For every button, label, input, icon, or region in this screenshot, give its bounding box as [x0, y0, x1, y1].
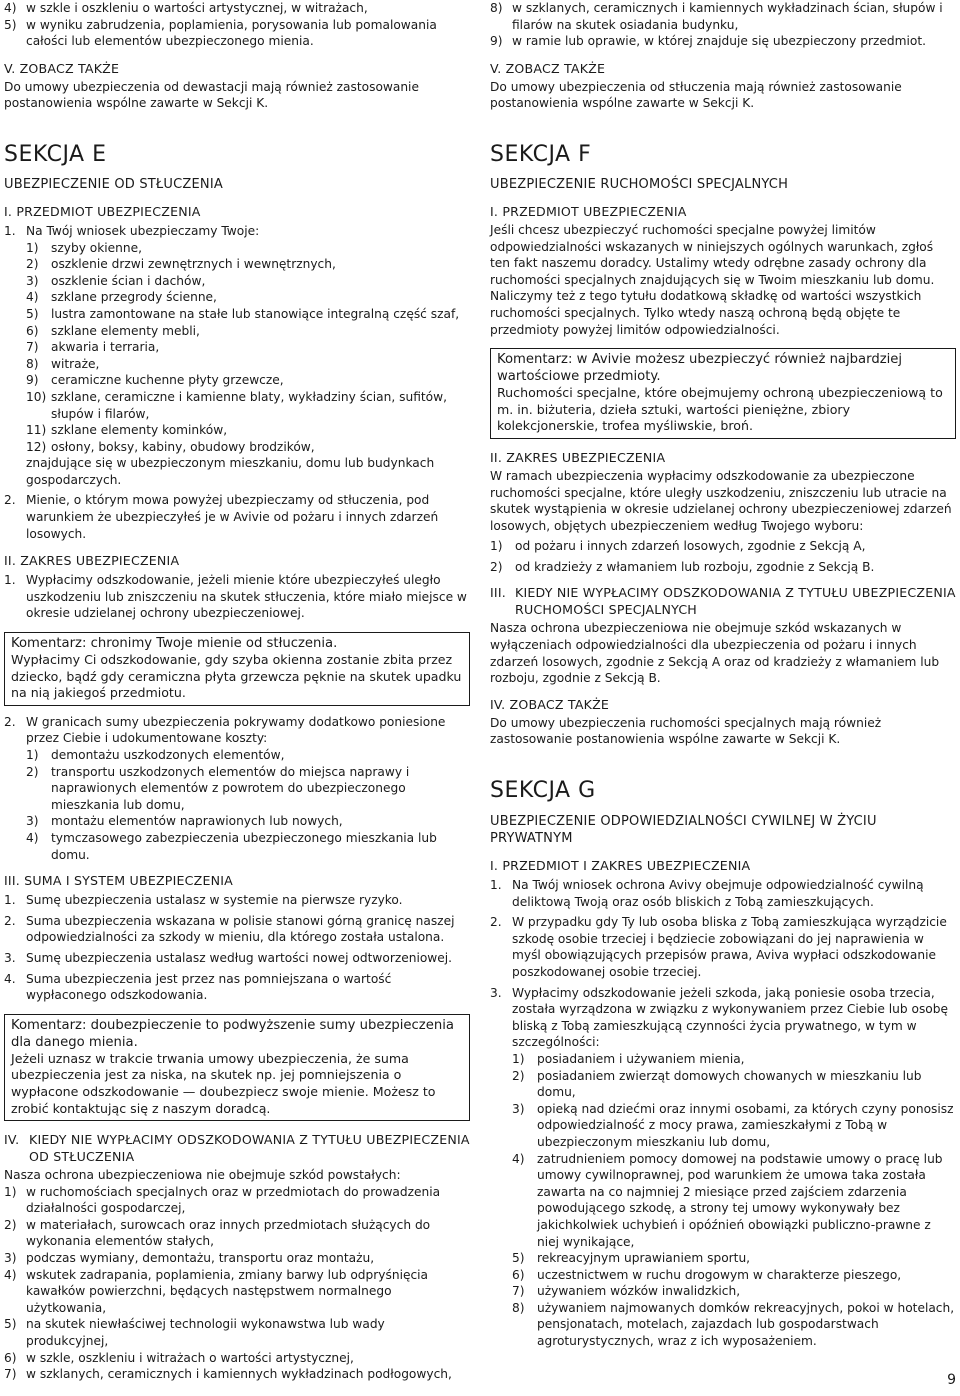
list-item: 3) podczas wymiany, demontażu, transportu oraz montażu, — [4, 1251, 375, 1266]
list-item: 1) posiadaniem i używaniem mienia, — [512, 1051, 745, 1066]
list-item: 5) w wyniku zabrudzenia, poplamienia, porysowania lub pomalowania całości lub elementów ubezpieczonego mienia. — [4, 17, 437, 49]
list-item: 6) szklane elementy mebli, — [26, 323, 200, 338]
numbered-paragraph: 1. Na Twój wniosek ochrona Avivy obejmuje odpowiedzialność cywilną deliktową Twoją oraz osób bliskich z Tobą zamieszkujących. — [490, 878, 924, 909]
section-heading: V. ZOBACZ TAKŻE — [4, 60, 120, 76]
comment-title: Komentarz: w Avivie możesz ubezpieczyć również najbardziej wartościowe przedmioty. — [497, 352, 903, 385]
list-item: 10) szklane, ceramiczne i kamienne blaty, wykładziny ścian, sufitów, słupów i filarów, — [26, 389, 447, 421]
costs-list — [4, 747, 470, 863]
list-item: 3) oszklenie ścian i dachów, — [26, 273, 206, 288]
section-e-title: SEKCJA E — [4, 141, 107, 167]
section-e-subtitle: UBEZPIECZENIE OD STŁUCZENIA — [4, 176, 223, 192]
numbered-paragraph: 1. Na Twój wniosek ubezpieczamy Twoje: — [4, 223, 260, 238]
list-item: 11) szklane elementy kominków, — [26, 423, 228, 438]
comment-body: Jeżeli uznasz w trakcie trwania umowy ubezpieczenia, że suma ubezpieczenia jest za niska, na skutek np. jej pomniejszenia o wypłacone odszkodowanie — doubezpiecz swoje mienie. Możesz to zrobić kontaktując się z naszym doradcą. — [11, 1050, 436, 1116]
numbered-paragraph: 2. Mienie, o którym mowa powyżej ubezpieczamy od stłuczenia, pod warunkiem że ubezpieczyłeś je w Avivie od pożaru i innych zdarzeń losowych. — [4, 493, 439, 541]
prev-exclusions-list — [4, 0, 470, 50]
paragraph: Jeśli chcesz ubezpieczyć ruchomości specjalne powyżej limitów odpowiedzialności wskazanych w niniejszych ogólnych warunkach, zgłoś ten fakt naszemu doradcy. Ustalimy wtedy odrębne zasady ochrony dla ruchomości specjalnych znajdujących się w Twoim mieszkaniu lub domu. Naliczymy też z tego tytułu dodatkową składkę od wartości wszystkich ruchomości specjalnych. Tylko wtedy naszą ochroną będą objęte te przedmioty powyżej limitów odpowiedzialności. — [490, 222, 935, 337]
prev-exclusions-list — [490, 0, 956, 50]
exclusions-list — [4, 1184, 470, 1383]
list-item: 2) od kradzieży z włamaniem lub rozboju, zgodnie z Sekcją B. — [490, 559, 875, 574]
paragraph: znajdujące się w ubezpieczonym mieszkaniu, domu lub budynkach gospodarczych. — [26, 456, 435, 487]
list-item: 4) zatrudnieniem pomocy domowej na podstawie umowy o pracę lub umowy cywilnoprawnej, pod warunkiem że umowa taka została zawarta na co najmniej 2 miesiące przed zajściem zdarzenia powodującego szkodę, a strony tej umowy wykonywały bez jakichkolwiek uchybień i opóźnień obowiązki publiczno-prawne z niej wynikające, — [512, 1151, 943, 1249]
list-item: 8) w szklanych, ceramicznych i kamiennych wykładzinach ścian, słupów i filarów na skutek osiadania budynku, — [490, 1, 943, 32]
list-item: 7) używaniem wózków inwalidzkich, — [512, 1284, 741, 1299]
list-item: 1) w ruchomościach specjalnych oraz w przedmiotach do prowadzenia działalności gospodarczej, — [4, 1184, 441, 1216]
list-item: 7) w szklanych, ceramicznych i kamiennych wykładzinach podłogowych, — [4, 1367, 452, 1382]
list-item: 3) montażu elementów naprawionych lub nowych, — [26, 814, 343, 829]
page-number: 9 — [947, 1372, 956, 1388]
paragraph: Nasza ochrona ubezpieczeniowa nie obejmuje szkód wskazanych w wyłączeniach odpowiedzialności dla ubezpieczenia od pożaru i innych zdarzeń losowych, zgodnie z Sekcją A oraz od kradzieży z włamaniem lub rozboju, zgodnie z Sekcją B. — [490, 621, 940, 686]
list-item: 2) oszklenie drzwi zewnętrznych i wewnętrznych, — [26, 257, 336, 272]
list-item: 4) szklane przegrody ścienne, — [26, 290, 217, 305]
list-item: 4) tymczasowego zabezpieczenia ubezpieczonego mieszkania lub domu. — [26, 830, 437, 862]
paragraph: Do umowy ubezpieczenia od stłuczenia mają również zastosowanie postanowienia wspólne zawarte w Sekcji K. — [490, 79, 902, 111]
section-heading: II. ZAKRES UBEZPIECZENIA — [4, 553, 180, 569]
list-item: 6) uczestnictwem w ruchu drogowym w charakterze pieszego, — [512, 1267, 902, 1282]
numbered-paragraph: 4. Suma ubezpieczenia jest przez nas pomniejszana o wartość wypłaconego odszkodowania. — [4, 971, 392, 1003]
list-item: 3) opieką nad dziećmi oraz innymi osobami, za których czyny ponosisz odpowiedzialność z mocy prawa, zamieszkałymi z Tobą w ubezpieczonym mieszkaniu lub domu, — [512, 1101, 954, 1149]
comment-title: Komentarz: chronimy Twoje mienie od stłuczenia. — [11, 636, 338, 652]
section-heading: I. PRZEDMIOT UBEZPIECZENIA — [4, 203, 201, 219]
list-item: 5) na skutek niewłaściwej technologii wykonawstwa lub wady produkcyjnej, — [4, 1317, 385, 1349]
right-column — [490, 0, 956, 1350]
paragraph: Do umowy ubezpieczenia od dewastacji mają również zastosowanie postanowienia wspólne zawarte w Sekcji K. — [4, 79, 419, 111]
comment-box — [490, 348, 956, 439]
section-heading: II. ZAKRES UBEZPIECZENIA — [490, 449, 666, 465]
list-item: 1) szyby okienne, — [26, 240, 143, 255]
numbered-paragraph: 3. Sumę ubezpieczenia ustalasz według wartości nowej odtworzeniowej. — [4, 950, 453, 965]
numbered-paragraph: 3. Wypłacimy odszkodowanie jeżeli szkoda, jaką poniesie osoba trzecia, została wyrządzona w związku z wykonywaniem przez Ciebie lub osobę bliską z Tobą zamieszkującą czynności życia prywatnego, w tym w szczególności: — [490, 985, 948, 1050]
section-heading: V. ZOBACZ TAKŻE — [490, 60, 606, 76]
list-item: 5) lustra zamontowane na stałe lub stanowiące integralną część szaf, — [26, 306, 460, 321]
list-item: 1) demontażu uszkodzonych elementów, — [26, 748, 285, 762]
comment-body: Wypłacimy Ci odszkodowanie, gdy szyba okienna zostanie zbita przez dziecko, bądź gdy ceramiczna płyta grzewcza pęknie na skutek upadku na nią jakiegoś przedmiotu. — [11, 652, 462, 701]
paragraph: Do umowy ubezpieczenia ruchomości specjalnych mają również zastosowanie postanowienia wspólne zawarte w Sekcji K. — [490, 715, 882, 747]
section-heading: I. PRZEDMIOT UBEZPIECZENIA — [490, 203, 687, 219]
numbered-paragraph: 2. W przypadku gdy Ty lub osoba bliska z Tobą zamieszkująca wyrządzicie szkodę osobie trzeciej i będziecie zobowiązani do jej naprawienia w myśl obowiązujących przepisów prawa, Aviva wypłaci odszkodowanie poszkodowanej osobie trzeciej. — [490, 915, 947, 979]
comment-box — [4, 632, 470, 706]
list-item: 12) osłony, boksy, kabiny, obudowy brodzików, — [26, 439, 315, 454]
comment-box — [4, 1014, 470, 1121]
list-item: 4) wskutek zadrapania, poplamienia, zmiany barwy lub odpryśnięcia kawałków powierzchni, będących następstwem normalnego użytkowania, — [4, 1267, 429, 1315]
section-heading: IV. KIEDY NIE WYPŁACIMY ODSZKODOWANIA Z TYTUŁU UBEZPIECZENIA OD STŁUCZENIA — [4, 1132, 470, 1165]
section-g-title: SEKCJA G — [490, 778, 596, 804]
list-item: 2) transportu uszkodzonych elementów do miejsca naprawy i naprawionych elementów z powrotem do ubezpieczonego mieszkania lub domu, — [26, 764, 410, 812]
numbered-paragraph: 2. Suma ubezpieczenia wskazana w polisie stanowi górną granicę naszej odpowiedzialności za szkody w mieniu, dla którego została ustalona. — [4, 913, 455, 945]
section-heading: I. PRZEDMIOT I ZAKRES UBEZPIECZENIA — [490, 858, 751, 874]
numbered-paragraph: 1. Sumę ubezpieczenia ustalasz w systemie na pierwsze ryzyko. — [4, 893, 403, 908]
list-item: 6) w szkle, oszkleniu i witrażach o wartości artystycznej, — [4, 1350, 354, 1365]
section-g-subtitle: UBEZPIECZENIE ODPOWIEDZIALNOŚCI CYWILNEJ W ŻYCIU PRYWATNYM — [490, 814, 877, 847]
list-item: 5) rekreacyjnym uprawianiem sportu, — [512, 1251, 751, 1266]
list-item: 1) od pożaru i innych zdarzeń losowych, zgodnie z Sekcją A, — [490, 539, 866, 554]
paragraph: W ramach ubezpieczenia wypłacimy odszkodowanie za ubezpieczone ruchomości specjalne, które uległy uszkodzeniu, zniszczeniu lub utracie na skutek wystąpienia w okresie udzielanej ochrony ubezpieczeniowej zdarzeń losowych, objętych ubezpieczeniem według Twojego wyboru: — [490, 468, 952, 533]
section-f-title: SEKCJA F — [490, 141, 592, 167]
list-item: 7) akwaria i terraria, — [26, 340, 160, 355]
section-heading: IV. ZOBACZ TAKŻE — [490, 696, 610, 712]
list-item: 8) używaniem najmowanych domków rekreacyjnych, pokoi w hotelach, pensjonatach, motelach, zajazdach lub gospodarstwach agroturystycznych, wraz z ich wyposażeniem. — [512, 1300, 955, 1349]
left-column — [4, 0, 470, 1383]
comment-body: Ruchomości specjalne, które obejmujemy ochroną ubezpieczeniową to m. in. biżuteria, dzieła sztuki, wartości pieniężne, zbiory kolekcjonerskie, trofea myśliwskie, broń. — [497, 385, 943, 434]
paragraph: Nasza ochrona ubezpieczeniowa nie obejmuje szkód powstałych: — [4, 1168, 401, 1183]
section-f-subtitle: UBEZPIECZENIE RUCHOMOŚCI SPECJALNYCH — [490, 176, 789, 192]
list-item: 2) posiadaniem zwierząt domowych chowanych w mieszkaniu lub domu, — [512, 1068, 922, 1100]
numbered-paragraph: 1. Wypłacimy odszkodowanie, jeżeli mienie które ubezpieczyłeś uległo uszkodzeniu lub zniszczeniu na skutek stłuczenia, które miało miejsce w okresie udzielanej ochrony ubezpieczeniowej. — [4, 573, 467, 621]
list-item: 9) ceramiczne kuchenne płyty grzewcze, — [26, 373, 284, 388]
numbered-paragraph: 2. W granicach sumy ubezpieczenia pokrywamy dodatkowo poniesione przez Ciebie i udokumentowane koszty: — [4, 714, 446, 746]
list-item: 2) w materiałach, surowcach oraz innych przedmiotach służących do wykonania elementów stałych, — [4, 1217, 431, 1249]
list-item: 8) witraże, — [26, 356, 100, 371]
section-heading: III. KIEDY NIE WYPŁACIMY ODSZKODOWANIA Z TYTUŁU UBEZPIECZENIA RUCHOMOŚCI SPECJALNYCH — [490, 585, 956, 618]
comment-title: Komentarz: doubezpieczenie to podwyższenie sumy ubezpieczenia dla danego mienia. — [11, 1017, 454, 1050]
list-item: 9) w ramie lub oprawie, w której znajduje się ubezpieczony przedmiot. — [490, 34, 926, 49]
insured-items-list — [4, 240, 470, 489]
section-heading: III. SUMA I SYSTEM UBEZPIECZENIA — [4, 873, 233, 889]
list-item: 4) w szkle i oszkleniu o wartości artystycznej, w witrażach, — [4, 1, 368, 15]
private-life-activities-list — [490, 1051, 956, 1350]
